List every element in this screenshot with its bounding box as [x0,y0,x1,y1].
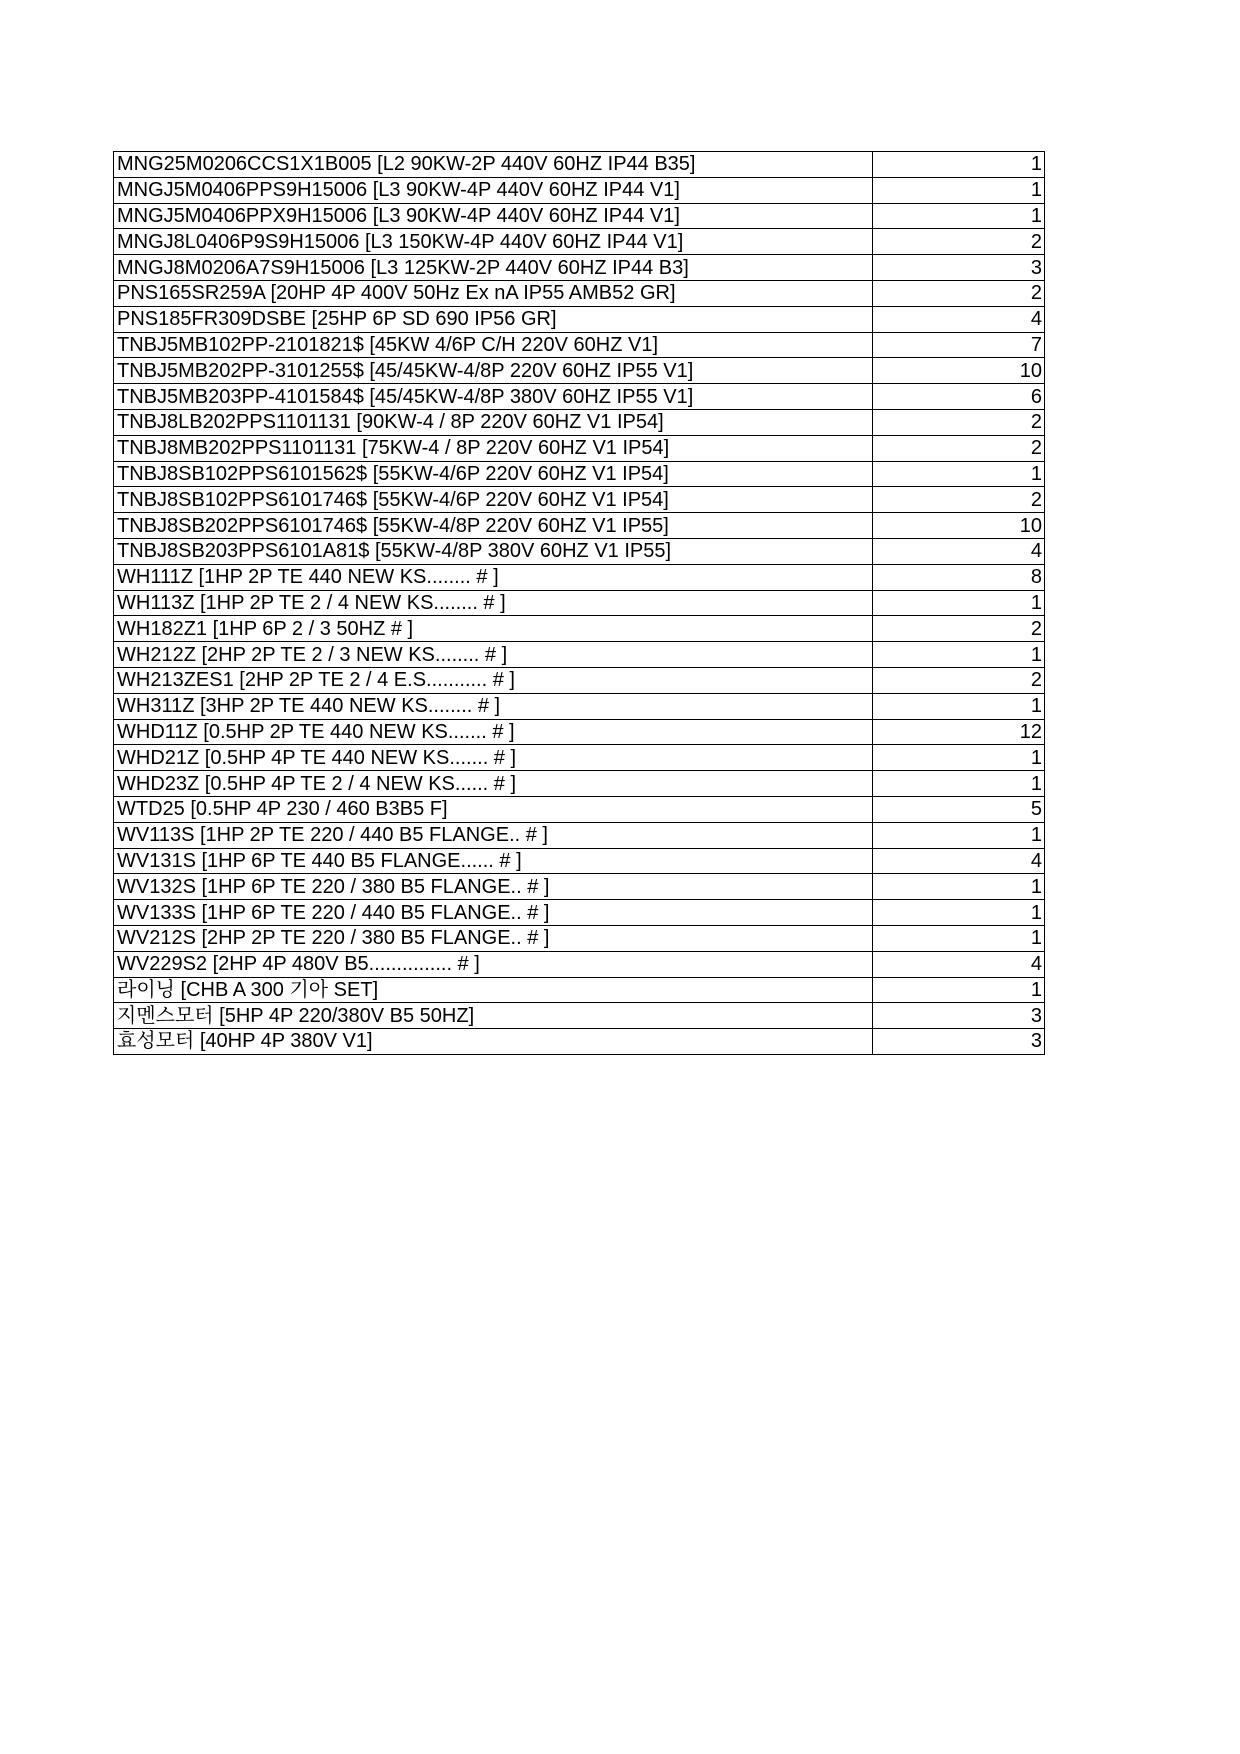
table-row [114,771,1045,797]
table-row [114,848,1045,874]
quantity-cell: 8 [873,564,1045,590]
quantity-cell: 2 [873,616,1045,642]
table-row [114,642,1045,668]
quantity-cell: 10 [873,358,1045,384]
item-description-cell: MNG25M0206CCS1X1B005 [L2 90KW-2P 440V 60HZ IP44 B35] [114,152,873,178]
table-row [114,384,1045,410]
table-row [114,461,1045,487]
item-description-cell: WHD11Z [0.5HP 2P TE 440 NEW KS....... # ] [114,719,873,745]
table-row [114,255,1045,281]
item-description-cell: WTD25 [0.5HP 4P 230 / 460 B3B5 F] [114,796,873,822]
item-description-cell: WV113S [1HP 2P TE 220 / 440 B5 FLANGE.. # ] [114,822,873,848]
quantity-cell: 4 [873,306,1045,332]
table-row [114,796,1045,822]
table-row [114,332,1045,358]
quantity-cell: 1 [873,771,1045,797]
quantity-cell: 5 [873,796,1045,822]
item-description-cell: PNS165SR259A [20HP 4P 400V 50Hz Ex nA IP55 AMB52 GR] [114,280,873,306]
item-description-cell: WH212Z [2HP 2P TE 2 / 3 NEW KS........ # ] [114,642,873,668]
table-row [114,874,1045,900]
item-description-cell: PNS185FR309DSBE [25HP 6P SD 690 IP56 GR] [114,306,873,332]
table-row [114,203,1045,229]
item-description-cell: WV212S [2HP 2P TE 220 / 380 B5 FLANGE.. # ] [114,925,873,951]
quantity-cell: 6 [873,384,1045,410]
item-description-cell: WH111Z [1HP 2P TE 440 NEW KS........ # ] [114,564,873,590]
table-row [114,538,1045,564]
item-description-cell: TNBJ8LB202PPS1101131 [90KW-4 / 8P 220V 60HZ V1 IP54] [114,409,873,435]
item-description-cell: MNGJ5M0406PPX9H15006 [L3 90KW-4P 440V 60HZ IP44 V1] [114,203,873,229]
table-row [114,177,1045,203]
item-description-cell: WV133S [1HP 6P TE 220 / 440 B5 FLANGE.. # ] [114,900,873,926]
item-description-cell: 지멘스모터 [5HP 4P 220/380V B5 50HZ] [114,1003,873,1029]
item-description-cell: TNBJ5MB203PP-4101584$ [45/45KW-4/8P 380V 60HZ IP55 V1] [114,384,873,410]
quantity-cell: 4 [873,848,1045,874]
item-description-cell: TNBJ8SB203PPS6101A81$ [55KW-4/8P 380V 60HZ V1 IP55] [114,538,873,564]
table-row [114,590,1045,616]
table-row [114,977,1045,1003]
table-row [114,152,1045,178]
table-row [114,822,1045,848]
item-description-cell: WH113Z [1HP 2P TE 2 / 4 NEW KS........ # ] [114,590,873,616]
table-row [114,693,1045,719]
item-description-cell: WH213ZES1 [2HP 2P TE 2 / 4 E.S........... # ] [114,667,873,693]
quantity-cell: 1 [873,590,1045,616]
quantity-cell: 1 [873,152,1045,178]
table-row [114,229,1045,255]
quantity-cell: 10 [873,513,1045,539]
quantity-cell: 2 [873,487,1045,513]
item-description-cell: WV229S2 [2HP 4P 480V B5............... # ] [114,951,873,977]
item-description-cell: WHD21Z [0.5HP 4P TE 440 NEW KS....... # ] [114,745,873,771]
item-description-cell: WH311Z [3HP 2P TE 440 NEW KS........ # ] [114,693,873,719]
item-description-cell: 라이닝 [CHB A 300 기아 SET] [114,977,873,1003]
quantity-cell: 1 [873,203,1045,229]
table-row [114,280,1045,306]
table-row [114,925,1045,951]
item-description-cell: TNBJ8SB102PPS6101562$ [55KW-4/6P 220V 60HZ V1 IP54] [114,461,873,487]
quantity-cell: 7 [873,332,1045,358]
quantity-cell: 4 [873,951,1045,977]
item-description-cell: WHD23Z [0.5HP 4P TE 2 / 4 NEW KS...... # ] [114,771,873,797]
item-description-cell: WV131S [1HP 6P TE 440 B5 FLANGE...... # ] [114,848,873,874]
table-row [114,409,1045,435]
quantity-cell: 1 [873,745,1045,771]
inventory-table-body [114,152,1045,1055]
table-row [114,564,1045,590]
item-description-cell: MNGJ8L0406P9S9H15006 [L3 150KW-4P 440V 60HZ IP44 V1] [114,229,873,255]
quantity-cell: 1 [873,693,1045,719]
table-row [114,1029,1045,1055]
item-description-cell: 효성모터 [40HP 4P 380V V1] [114,1029,873,1055]
quantity-cell: 1 [873,177,1045,203]
quantity-cell: 1 [873,642,1045,668]
table-row [114,719,1045,745]
quantity-cell: 2 [873,280,1045,306]
table-row [114,951,1045,977]
inventory-table [113,151,1045,1055]
quantity-cell: 1 [873,977,1045,1003]
item-description-cell: WH182Z1 [1HP 6P 2 / 3 50HZ # ] [114,616,873,642]
table-row [114,306,1045,332]
quantity-cell: 1 [873,900,1045,926]
item-description-cell: MNGJ8M0206A7S9H15006 [L3 125KW-2P 440V 60HZ IP44 B3] [114,255,873,281]
item-description-cell: MNGJ5M0406PPS9H15006 [L3 90KW-4P 440V 60HZ IP44 V1] [114,177,873,203]
quantity-cell: 2 [873,667,1045,693]
quantity-cell: 3 [873,1003,1045,1029]
item-description-cell: WV132S [1HP 6P TE 220 / 380 B5 FLANGE.. # ] [114,874,873,900]
table-row [114,900,1045,926]
quantity-cell: 2 [873,229,1045,255]
quantity-cell: 3 [873,1029,1045,1055]
item-description-cell: TNBJ8SB202PPS6101746$ [55KW-4/8P 220V 60HZ V1 IP55] [114,513,873,539]
quantity-cell: 1 [873,874,1045,900]
quantity-cell: 3 [873,255,1045,281]
table-row [114,487,1045,513]
item-description-cell: TNBJ5MB102PP-2101821$ [45KW 4/6P C/H 220V 60HZ V1] [114,332,873,358]
quantity-cell: 2 [873,409,1045,435]
table-row [114,435,1045,461]
quantity-cell: 1 [873,461,1045,487]
quantity-cell: 12 [873,719,1045,745]
item-description-cell: TNBJ8SB102PPS6101746$ [55KW-4/6P 220V 60HZ V1 IP54] [114,487,873,513]
table-row [114,1003,1045,1029]
quantity-cell: 1 [873,822,1045,848]
table-row [114,513,1045,539]
quantity-cell: 2 [873,435,1045,461]
item-description-cell: TNBJ5MB202PP-3101255$ [45/45KW-4/8P 220V 60HZ IP55 V1] [114,358,873,384]
table-row [114,616,1045,642]
table-row [114,667,1045,693]
table-row [114,358,1045,384]
quantity-cell: 1 [873,925,1045,951]
item-description-cell: TNBJ8MB202PPS1101131 [75KW-4 / 8P 220V 60HZ V1 IP54] [114,435,873,461]
table-row [114,745,1045,771]
quantity-cell: 4 [873,538,1045,564]
inventory-sheet [113,151,1043,1055]
